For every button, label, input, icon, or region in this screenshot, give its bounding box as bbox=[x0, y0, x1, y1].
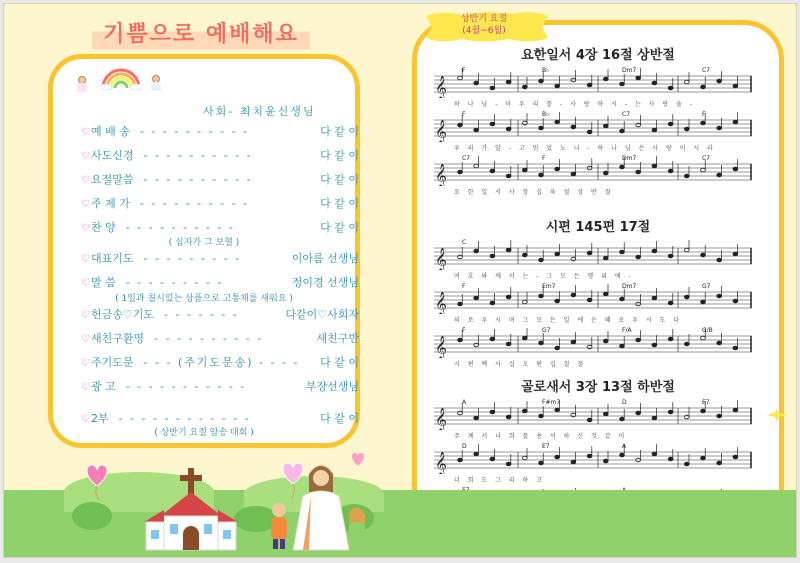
order-row bbox=[81, 171, 359, 187]
heart-bullet-icon: ♡ bbox=[81, 199, 90, 210]
treble-clef-icon: 𝄞 bbox=[435, 119, 447, 142]
order-item-leader-line: - - - - - - - - - - bbox=[154, 332, 264, 345]
chord-symbol: A bbox=[622, 443, 627, 450]
heart-bullet-icon: ♡ bbox=[81, 127, 90, 138]
order-item-person: 정이경 선생님 bbox=[291, 276, 359, 289]
order-item-label: 2부 bbox=[90, 412, 109, 425]
order-item-person: 다 같 이 bbox=[320, 173, 359, 186]
song-title: 시편 145편 17절 bbox=[545, 220, 651, 235]
order-row bbox=[81, 195, 359, 211]
chord-symbol: C7 bbox=[702, 67, 711, 74]
order-note: ( 1일과 칠시있는 상품으로 고통채를 새워요 ) bbox=[115, 294, 293, 304]
chord-symbol: C7 bbox=[702, 155, 711, 162]
order-item-person: 부장선생님 bbox=[305, 380, 359, 393]
song-lyrics: 시 편 백 사 십 오 편 십 칠 절 bbox=[454, 361, 587, 368]
bush-shape bbox=[72, 502, 112, 530]
order-row bbox=[81, 306, 359, 322]
heart-bullet-icon: ♡ bbox=[81, 358, 90, 369]
order-item-person: 다 같 이 bbox=[320, 221, 359, 234]
chord-symbol: D bbox=[622, 399, 627, 406]
rainbow-icon bbox=[101, 68, 141, 90]
order-item-leader-line: - - - - - - - - - - bbox=[125, 221, 235, 234]
leader-label: 사회- 최치윤신생님 bbox=[203, 105, 316, 118]
order-row bbox=[81, 274, 359, 290]
order-item-leader-line: - - - - - - - - - bbox=[125, 276, 224, 289]
chord-symbol: F/A bbox=[622, 327, 632, 334]
chord-symbol: F bbox=[542, 155, 546, 162]
order-item-label: 대표기도 bbox=[90, 252, 134, 265]
order-item-label: 말 씀 bbox=[90, 276, 116, 289]
order-item-person: 다같이♡사회자 bbox=[285, 308, 359, 321]
song-lyrics: 요 한 일 서 사 장 십 육 절 상 반 절 bbox=[454, 189, 614, 196]
banner-line-1: 상반기 요절 bbox=[460, 14, 508, 24]
heart-bullet-icon: ♡ bbox=[81, 334, 90, 345]
order-row bbox=[81, 354, 359, 370]
order-item-label: 주 제 가 bbox=[90, 197, 130, 210]
order-row bbox=[81, 219, 359, 235]
music-staff bbox=[434, 236, 752, 270]
order-row bbox=[81, 147, 359, 163]
chord-symbol: G7 bbox=[542, 327, 551, 334]
order-item-leader-line: - - - - - - - - - bbox=[143, 252, 242, 265]
order-row bbox=[81, 330, 359, 346]
order-row bbox=[81, 250, 359, 266]
order-item-label: 찬 양 bbox=[90, 221, 116, 234]
chord-symbol: C7 bbox=[462, 155, 471, 162]
chord-symbol: E7 bbox=[542, 443, 550, 450]
order-item-label: 헌금송♡기도 bbox=[90, 308, 154, 321]
treble-clef-icon: 𝄞 bbox=[435, 335, 447, 358]
song-lyrics: 하 나 님 - 이 우 리 를 - 사 랑 하 시 - 는 사 랑 을 - bbox=[454, 101, 695, 108]
cherub-icon bbox=[149, 75, 163, 91]
chord-symbol: Dm7 bbox=[622, 67, 637, 74]
order-item-leader-line: - - - - - - - - - - bbox=[139, 197, 250, 210]
treble-clef-icon: 𝄞 bbox=[435, 451, 447, 474]
page-title: 기쁨으로 예배해요 bbox=[92, 18, 310, 52]
heart-bullet-icon: ♡ bbox=[81, 223, 90, 234]
heart-bullet-icon: ♡ bbox=[81, 278, 90, 289]
order-row bbox=[81, 378, 359, 394]
order-item-leader-line: - - - (주기도문송) - - - - bbox=[143, 356, 300, 369]
music-staff bbox=[434, 280, 752, 314]
chord-symbol: F bbox=[462, 111, 466, 118]
treble-clef-icon: 𝄞 bbox=[435, 247, 447, 270]
order-item-leader-line: - - - - - - - - - - - bbox=[125, 380, 247, 393]
chord-symbol: B♭ bbox=[542, 67, 549, 74]
heart-bullet-icon: ♡ bbox=[81, 382, 90, 393]
jesus-with-children-icon bbox=[259, 462, 369, 552]
music-staff bbox=[434, 108, 752, 142]
order-item-person: 새친구반 bbox=[316, 332, 359, 345]
treble-clef-icon: 𝄞 bbox=[435, 291, 447, 314]
treble-clef-icon: 𝄞 bbox=[435, 407, 447, 430]
order-item-person: 다 같 이 bbox=[320, 197, 359, 210]
order-item-label: 광 고 bbox=[90, 380, 116, 393]
music-staff bbox=[434, 324, 752, 358]
chord-symbol: F bbox=[462, 283, 466, 290]
song-title: 요한일서 4장 16절 상반절 bbox=[521, 48, 675, 63]
chord-symbol: F bbox=[462, 67, 466, 74]
order-item-label: 예 배 송 bbox=[90, 125, 130, 138]
chord-symbol: F bbox=[462, 327, 466, 334]
heart-bullet-icon: ♡ bbox=[81, 414, 90, 425]
order-note: ( 십자가 그 보혈 ) bbox=[168, 238, 240, 248]
bulletin-page bbox=[3, 3, 797, 558]
order-item-leader-line: - - - - - - - - - - bbox=[143, 149, 253, 162]
chord-symbol: D bbox=[462, 443, 467, 450]
heart-balloon-icon bbox=[82, 460, 112, 500]
worship-order-card bbox=[48, 54, 360, 448]
order-item-person: 다 같 이 bbox=[320, 149, 359, 162]
chord-symbol: G/B bbox=[702, 327, 713, 334]
order-item-leader-line: - - - - - - - - - - bbox=[143, 173, 253, 186]
heart-bullet-icon: ♡ bbox=[81, 310, 90, 321]
order-item-label: 새친구환영 bbox=[90, 332, 145, 345]
order-item-person: 다 같 이 bbox=[320, 412, 359, 425]
heart-bullet-icon: ♡ bbox=[81, 151, 90, 162]
heart-bullet-icon: ♡ bbox=[81, 175, 90, 186]
heart-bullet-icon: ♡ bbox=[81, 254, 90, 265]
chord-symbol: F bbox=[702, 111, 706, 118]
music-staff bbox=[434, 152, 752, 186]
order-item-person: 이아름 선생님 bbox=[291, 252, 359, 265]
order-note: ( 상반기 요절 암송 대회 ) bbox=[154, 428, 254, 438]
song-lyrics: 의 로 우 시 며 그 모 든 일 에 은 혜 로 우 시 도 다 bbox=[454, 317, 683, 324]
music-staff bbox=[434, 64, 752, 98]
order-item-label: 사도신경 bbox=[90, 149, 134, 162]
chord-symbol: Dm7 bbox=[622, 155, 637, 162]
chord-symbol: Em7 bbox=[542, 283, 556, 290]
sparkle-icon bbox=[766, 408, 788, 422]
order-item-label: 주기도문 bbox=[90, 356, 134, 369]
song-lyrics: 우 리 가 알 - 고 믿 었 노 니 - 하 나 님 은 사 랑 이 시 라 bbox=[454, 145, 716, 152]
song-lyrics: 너 희 도 그 리 하 고 bbox=[454, 477, 546, 484]
music-staff bbox=[434, 440, 752, 474]
order-item-leader-line: - - - - - - - - - - bbox=[139, 125, 250, 138]
chord-symbol: G7 bbox=[702, 283, 711, 290]
song-lyrics: 주 께 서 너 희 를 용 서 하 신 것 같 이 bbox=[454, 433, 628, 440]
order-item-leader-line: - - - - - - - bbox=[163, 308, 239, 321]
chord-symbol: E7 bbox=[702, 399, 710, 406]
church-icon bbox=[140, 466, 246, 552]
order-item-leader-line: - - - - - - - - - - - - bbox=[118, 412, 251, 425]
banner-line-2: (4월~6월) bbox=[462, 26, 506, 36]
chord-symbol: A bbox=[462, 399, 467, 406]
cherub-icon bbox=[75, 76, 89, 92]
order-item-label: 요절말씀 bbox=[90, 173, 134, 186]
chord-symbol: C7 bbox=[622, 111, 631, 118]
order-item-person: 다 같 이 bbox=[320, 125, 359, 138]
song-lyrics: 여 호 와 께 서 는 - 그 모 든 행 위 에 - bbox=[454, 273, 634, 280]
order-row bbox=[81, 410, 359, 426]
song-title: 골로새서 3장 13절 하반절 bbox=[521, 380, 675, 395]
chord-symbol: B♭ bbox=[542, 111, 549, 118]
treble-clef-icon: 𝄞 bbox=[435, 163, 447, 186]
music-staff bbox=[434, 396, 752, 430]
chord-symbol: C bbox=[462, 239, 467, 246]
treble-clef-icon: 𝄞 bbox=[435, 75, 447, 98]
chord-symbol: F#m7 bbox=[542, 399, 561, 406]
banner-text bbox=[422, 13, 546, 37]
order-row bbox=[81, 123, 359, 139]
chord-symbol: Dm7 bbox=[622, 283, 637, 290]
order-item-person: 다 같 이 bbox=[320, 356, 359, 369]
